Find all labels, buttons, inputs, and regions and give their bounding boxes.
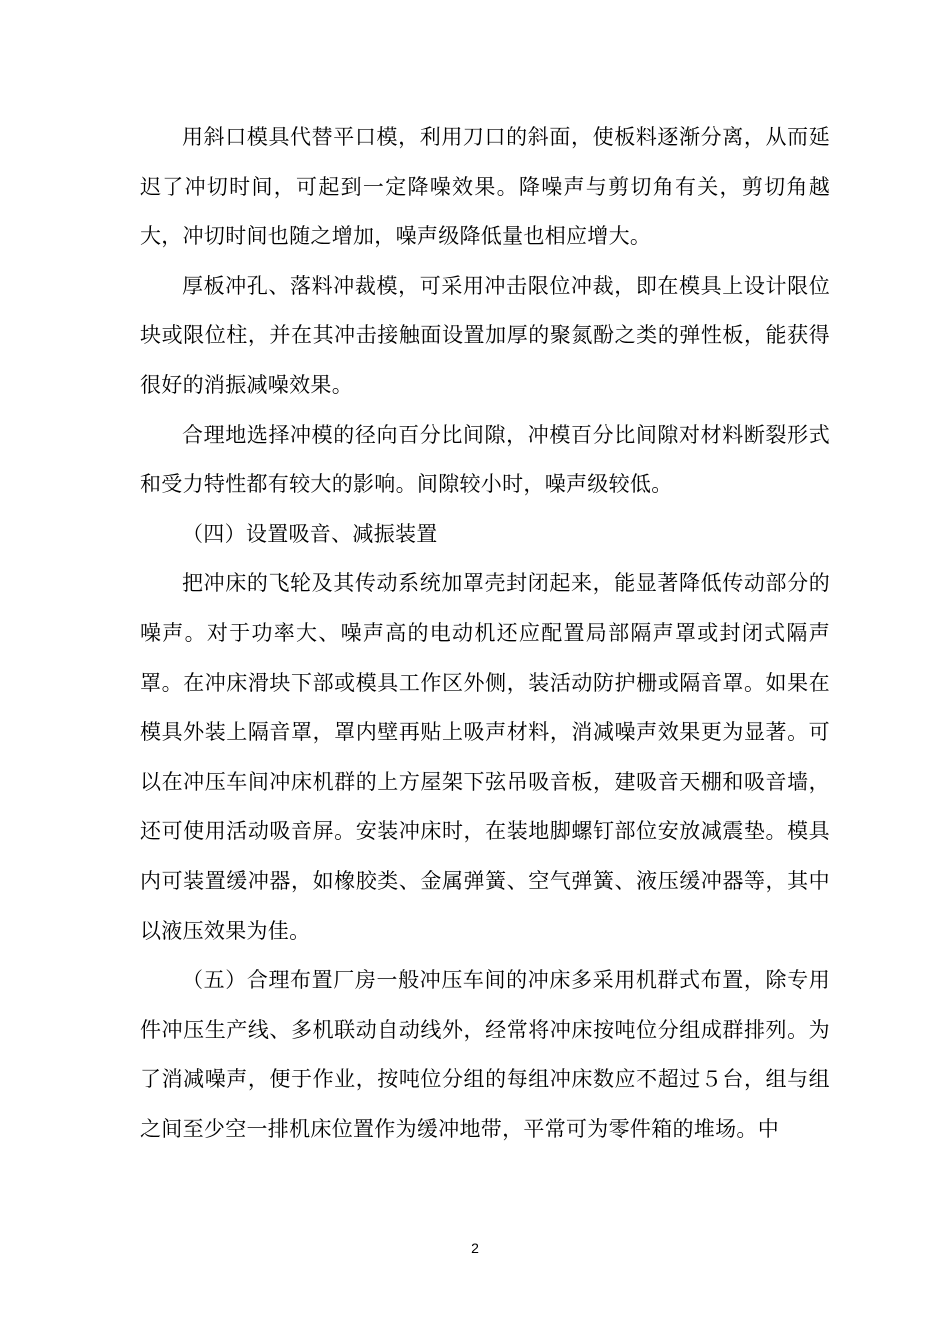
paragraph-enclosure: 把冲床的飞轮及其传动系统加罩壳封闭起来，能显著降低传动部分的噪声。对于功率大、噪声高的电动机还应配置局部隔声罩或封闭式隔声罩。在冲床滑块下部或模具工作区外侧，装活动防护栅或隔音罩。如果在模具外装上隔音罩，罩内壁再贴上吸声材料，消减噪声效果更为显著。可以在冲压车间冲床机群的上方屋架下弦吊吸音板，建吸音天棚和吸音墙，还可使用活动吸音屏。安装冲床时，在装地脚螺钉部位安放减震垫。模具内可装置缓冲器，如橡胶类、金属弹簧、空气弹簧、液压缓冲器等，其中以液压效果为佳。 [140,571,830,943]
paragraph-limit-blanking: 厚板冲孔、落料冲裁模，可采用冲击限位冲裁，即在模具上设计限位块或限位柱，并在其冲击接触面设置加厚的聚氮酚之类的弹性板，能获得很好的消振减噪效果。 [140,273,830,397]
paragraph-layout: （五）合理布置厂房一般冲压车间的冲床多采用机群式布置，除专用件冲压生产线、多机联动自动线外，经常将冲床按吨位分组成群排列。为了消减噪声，便于作业，按吨位分组的每组冲床数应不超过５台，组与组之间至少空一排机床位置作为缓冲地带，平常可为零件箱的堆场。中 [140,968,830,1141]
page-number: 2 [471,1240,479,1256]
paragraph-clearance: 合理地选择冲模的径向百分比间隙，冲模百分比间隙对材料断裂形式和受力特性都有较大的影响。间隙较小时，噪声级较低。 [140,422,830,497]
document-body [140,113,830,1154]
paragraph-beveled-die: 用斜口模具代替平口模，利用刀口的斜面，使板料逐渐分离，从而延迟了冲切时间，可起到一定降噪效果。降噪声与剪切角有关，剪切角越大，冲切时间也随之增加，噪声级降低量也相应增大。 [140,125,830,249]
section-heading-sound-absorption: （四）设置吸音、减振装置 [182,521,438,546]
